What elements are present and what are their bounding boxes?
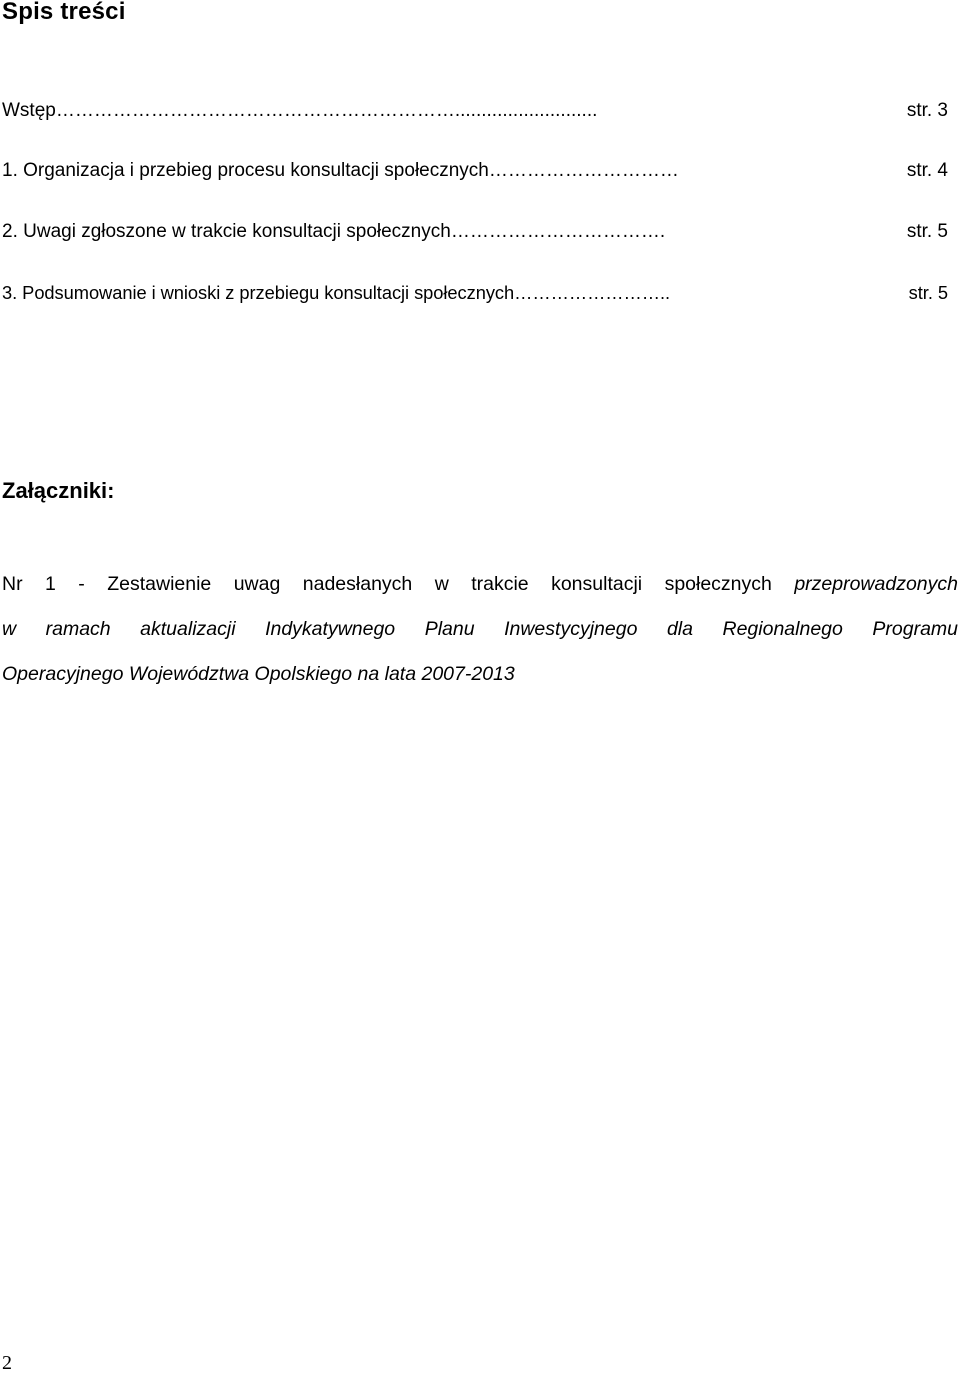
- toc-entry-label: 2. Uwagi zgłoszone w trakcie konsultacji społecznych…………………………….: [2, 221, 666, 242]
- attachment-description-line-1: [2, 573, 958, 596]
- attachment-description-line-3: [2, 663, 958, 686]
- toc-entry-label: Wstęp………………………………………………………...........................: [2, 100, 598, 121]
- attachment-description-line-2: [2, 618, 958, 641]
- toc-entry-introduction[interactable]: [2, 100, 948, 130]
- attachments-heading: Załączniki:: [2, 478, 115, 503]
- attachment-text-italic: Operacyjnego Województwa Opolskiego na lata 2007-2013: [2, 663, 515, 685]
- toc-entry-label: 1. Organizacja i przebieg procesu konsultacji społecznych…………………………: [2, 160, 679, 181]
- toc-page-ref: str. 3: [906, 100, 948, 121]
- toc-page-ref: str. 5: [908, 282, 948, 303]
- page-number: 2: [2, 1352, 12, 1374]
- toc-entry-3[interactable]: [2, 282, 948, 312]
- toc-page-ref: str. 5: [906, 221, 948, 242]
- toc-page-ref: str. 4: [906, 160, 948, 181]
- page-title: Spis treści: [2, 0, 126, 25]
- attachment-text: Nr 1 - Zestawienie uwag nadesłanych w trakcie konsultacji społecznych: [2, 573, 795, 595]
- toc-entry-1[interactable]: [2, 160, 948, 190]
- toc-entry-2[interactable]: [2, 221, 948, 251]
- toc-entry-label: 3. Podsumowanie i wnioski z przebiegu konsultacji społecznych……………………..: [2, 282, 671, 303]
- attachment-text-italic: w ramach aktualizacji Indykatywnego Planu Inwestycyjnego dla Regionalnego Programu: [2, 618, 958, 640]
- attachment-text-italic: przeprowadzonych: [794, 573, 958, 595]
